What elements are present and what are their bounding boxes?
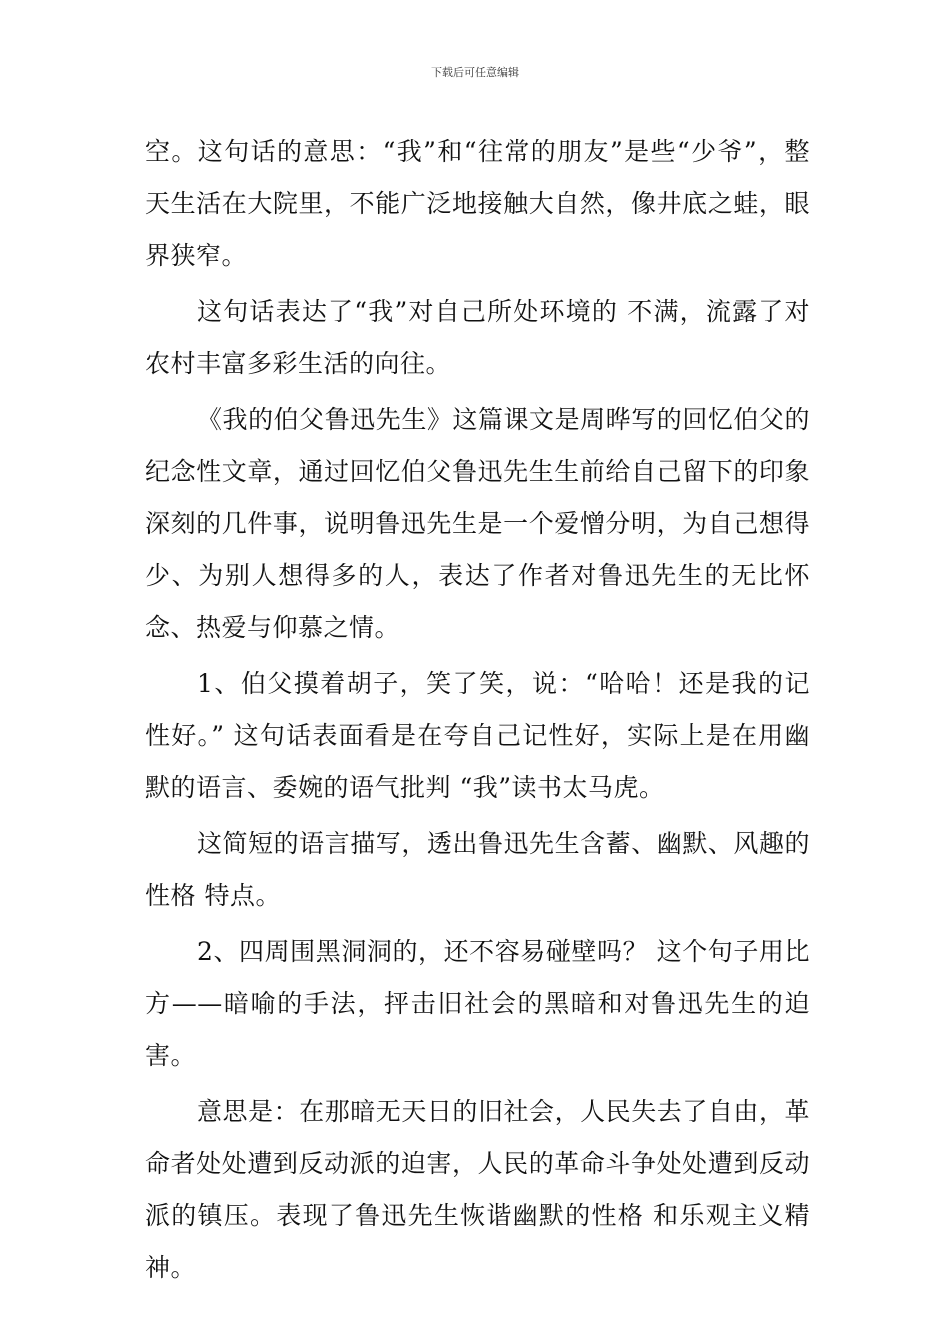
paragraph-4: 1、伯父摸着胡子，笑了笑，说：“哈哈！还是我的记性好。” 这句话表面看是在夸自己记性好，实际上是在用幽默的语言、委婉的语气批判 “我”读书太马虎。 [145,669,810,802]
document-body [145,126,810,1298]
page-header: 下载后可任意编辑 [431,66,519,79]
paragraph-2: 这句话表达了“我”对自己所处环境的 不满，流露了对农村丰富多彩生活的向往。 [145,297,810,378]
paragraph-1: 空。这句话的意思：“我”和“往常的朋友”是些“少爷”，整天生活在大院里，不能广泛地接触大自然，像井底之蛙，眼界狭窄。 [145,137,810,270]
paragraph-5: 这简短的语言描写，透出鲁迅先生含蓄、幽默、风趣的性格 特点。 [145,829,810,910]
paragraph-3: 《我的伯父鲁迅先生》这篇课文是周晔写的回忆伯父的纪念性文章，通过回忆伯父鲁迅先生生前给自己留下的印象深刻的几件事，说明鲁迅先生是一个爱憎分明，为自己想得少、为别人想得多的人，表达了作者对鲁迅先生的无比怀念、热爱与仰慕之情。 [145,405,810,642]
paragraph-6: 2、四周围黑洞洞的，还不容易碰壁吗？ 这个句子用比方——暗喻的手法，抨击旧社会的黑暗和对鲁迅先生的迫害。 [145,937,810,1070]
paragraph-7: 意思是：在那暗无天日的旧社会，人民失去了自由，革命者处处遭到反动派的迫害，人民的革命斗争处处遭到反动派的镇压。表现了鲁迅先生恢谐幽默的性格 和乐观主义精神。 [145,1097,810,1282]
